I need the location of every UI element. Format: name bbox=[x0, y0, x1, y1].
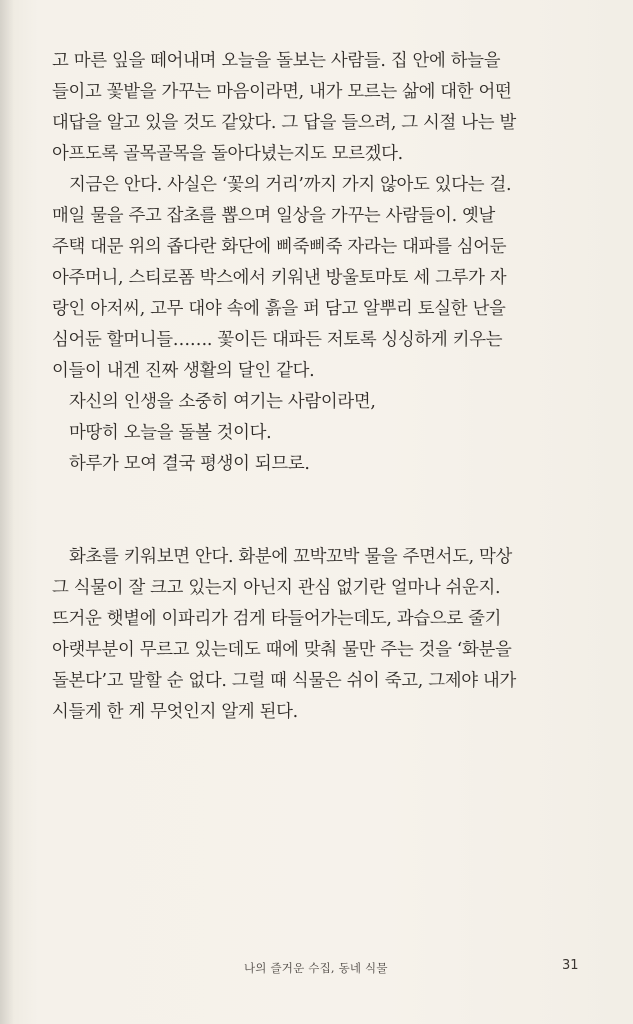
text-line: 들이고 꽃밭을 가꾸는 마음이라면, 내가 모르는 삶에 대한 어떤 bbox=[52, 82, 512, 102]
paragraph-4 bbox=[52, 542, 592, 728]
text-line: 돌본다’고 말할 순 없다. 그럴 때 식물은 쉬이 죽고, 그제야 내가 bbox=[52, 671, 516, 691]
text-line: 화초를 키워보면 안다. 화분에 꼬박꼬박 물을 주면서도, 막상 bbox=[69, 547, 513, 567]
text-line: 그 식물이 잘 크고 있는지 아닌지 관심 없기란 얼마나 쉬운지. bbox=[52, 578, 501, 598]
text-line: 하루가 모여 결국 평생이 되므로. bbox=[69, 454, 310, 474]
text-line: 대답을 알고 있을 것도 같았다. 그 답을 들으려, 그 시절 나는 발 bbox=[52, 113, 516, 133]
page-footer bbox=[0, 958, 633, 982]
section-break bbox=[52, 480, 592, 542]
text-line: 심어둔 할머니들……. 꽃이든 대파든 저토록 싱싱하게 키우는 bbox=[52, 330, 503, 350]
text-line: 매일 물을 주고 잡초를 뽑으며 일상을 가꾸는 사람들이. 옛날 bbox=[52, 206, 496, 226]
page-number: 31 bbox=[562, 958, 579, 973]
text-line: 랑인 아저씨, 고무 대야 속에 흙을 퍼 담고 알뿌리 토실한 난을 bbox=[52, 299, 506, 319]
text-line: 지금은 안다. 사실은 ‘꽃의 거리’까지 가지 않아도 있다는 걸. bbox=[69, 175, 512, 195]
page-gutter-shadow bbox=[0, 0, 14, 1024]
text-line: 뜨거운 햇볕에 이파리가 검게 타들어가는데도, 과습으로 줄기 bbox=[52, 609, 502, 629]
text-line: 이들이 내겐 진짜 생활의 달인 같다. bbox=[52, 361, 315, 381]
paragraph-3 bbox=[52, 387, 592, 480]
text-line: 주택 대문 위의 좁다란 화단에 삐죽삐죽 자라는 대파를 심어둔 bbox=[52, 237, 507, 257]
paragraph-2 bbox=[52, 170, 592, 387]
text-line: 마땅히 오늘을 돌볼 것이다. bbox=[69, 423, 272, 443]
running-title: 나의 즐거운 수집, 동네 식물 bbox=[244, 961, 388, 975]
body-text bbox=[52, 46, 592, 728]
text-line: 아주머니, 스티로폼 박스에서 키워낸 방울토마토 세 그루가 자 bbox=[52, 268, 507, 288]
paragraph-1 bbox=[52, 46, 592, 170]
text-line: 자신의 인생을 소중히 여기는 사람이라면, bbox=[69, 392, 376, 412]
text-line: 고 마른 잎을 떼어내며 오늘을 돌보는 사람들. 집 안에 하늘을 bbox=[52, 51, 501, 71]
text-line: 시들게 한 게 무엇인지 알게 된다. bbox=[52, 702, 298, 722]
text-line: 아프도록 골목골목을 돌아다녔는지도 모르겠다. bbox=[52, 144, 403, 164]
text-line: 아랫부분이 무르고 있는데도 때에 맞춰 물만 주는 것을 ‘화분을 bbox=[52, 640, 512, 660]
